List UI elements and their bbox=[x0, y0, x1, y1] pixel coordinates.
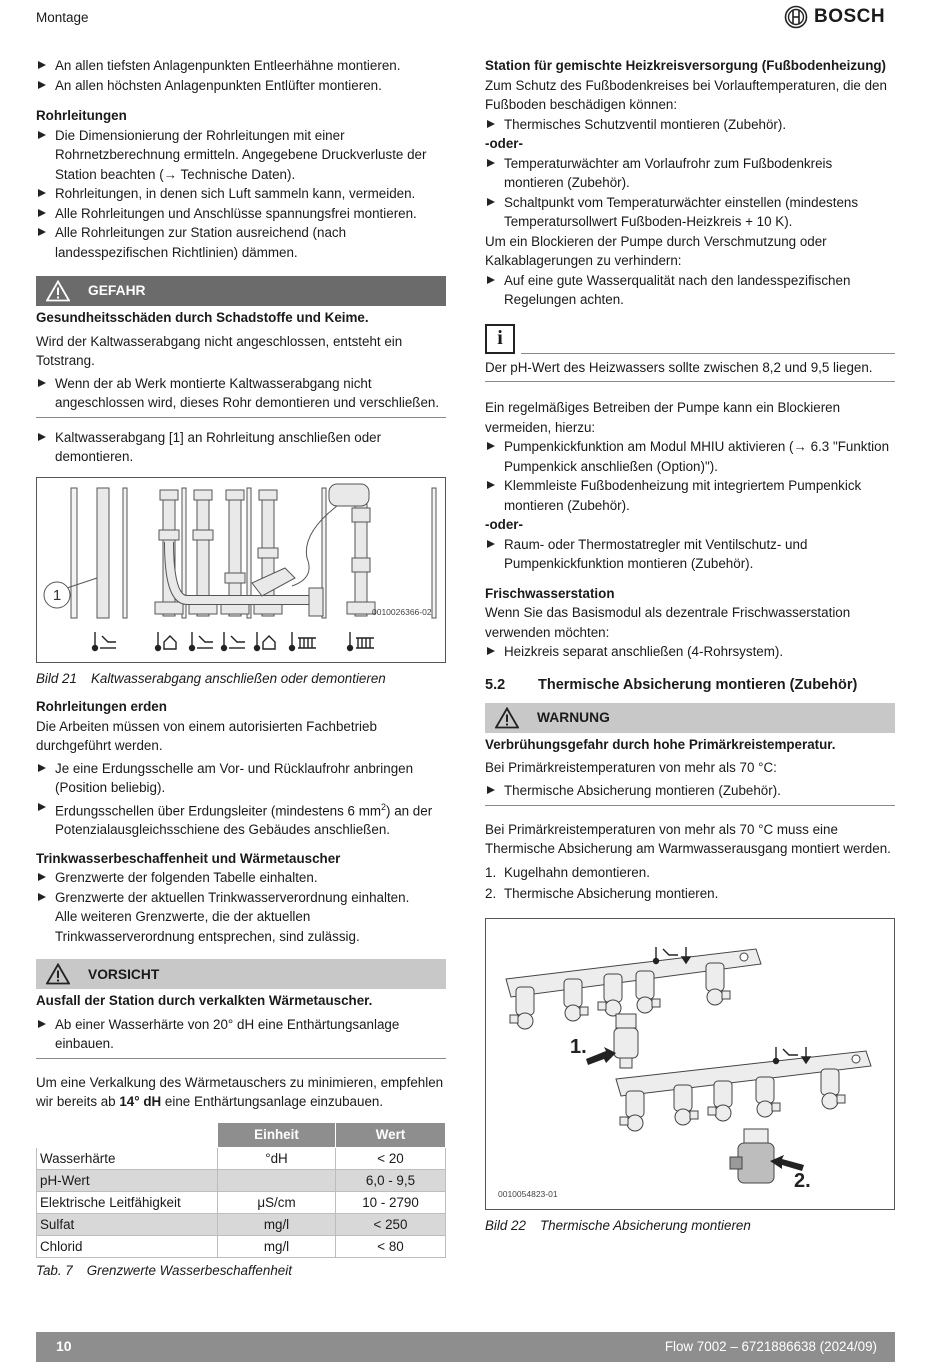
divider bbox=[36, 417, 446, 418]
step-1-label: 1. bbox=[570, 1035, 587, 1058]
list-item: Ab einer Wasserhärte von 20° dH eine Enthärtungsanlage einbauen. bbox=[36, 1015, 446, 1054]
callout-1: 1 bbox=[52, 586, 62, 604]
heading-rohrleitungen: Rohrleitungen bbox=[36, 108, 127, 123]
figure-22 bbox=[485, 918, 895, 1210]
list-item: Heizkreis separat anschließen (4-Rohrsystem). bbox=[485, 642, 895, 662]
danger-text: Wird der Kaltwasserabgang nicht angeschlossen, entsteht ein Totstrang. bbox=[36, 333, 403, 368]
brand-name: BOSCH bbox=[814, 6, 886, 28]
flow-arrow-icon bbox=[222, 632, 246, 651]
caption-text: Kaltwasserabgang anschließen oder demontieren bbox=[90, 670, 386, 686]
water-quality-table bbox=[36, 1122, 446, 1258]
list-item: Grenzwerte der folgenden Tabelle einhalten. bbox=[36, 868, 446, 888]
list-item: An allen höchsten Anlagenpunkten Entlüfter montieren. bbox=[36, 76, 446, 96]
list-item: Erdungsschellen über Erdungsleiter (mindestens 6 $mm^2$) an der Potenzialausgleichsschiene des Gebäudes anschließen. bbox=[36, 798, 446, 840]
manifold-diagram bbox=[37, 478, 445, 662]
list-item: Thermisches Schutzventil montieren (Zubehör). bbox=[485, 115, 895, 135]
divider bbox=[521, 325, 895, 354]
step-item: 1. Kugelhahn demontieren. bbox=[485, 864, 650, 880]
list-item: Schaltpunkt vom Temperaturwächter einstellen (mindestens Temperatursollwert Fußboden-Heizkreis + 10 K). bbox=[485, 193, 895, 232]
radiator-icon bbox=[348, 632, 375, 651]
list-item: Die Dimensionierung der Rohrleitungen mit einer Rohrnetzberechnung ermitteln. Angegebene Druckverluste der Station beachten (→ Technische Daten). bbox=[36, 126, 446, 185]
info-text: Der pH-Wert des Heizwassers sollte zwischen 8,2 und 9,5 liegen. bbox=[485, 359, 873, 375]
list-item: Pumpenkickfunktion am Modul MHIU aktivieren (→ 6.3 "Funktion Pumpenkick anschließen (Option)"). bbox=[485, 437, 895, 476]
or-separator: -oder- bbox=[485, 517, 523, 532]
divider bbox=[485, 381, 895, 382]
table-row: Elektrische Leitfähigkeit μS/cm 10 - 2790 bbox=[37, 1191, 446, 1213]
table-row: Wasserhärte °dH < 20 bbox=[37, 1147, 446, 1169]
info-box bbox=[485, 324, 895, 354]
arrow-icon bbox=[586, 1047, 616, 1065]
port-symbols-row bbox=[93, 632, 375, 651]
heading-frischwasser: Frischwasserstation bbox=[485, 585, 615, 601]
document-id: Flow 7002 – 6721886638 (2024/09) bbox=[664, 1339, 877, 1355]
list-item: Grenzwerte der aktuellen Trinkwasserverordnung einhalten. Alle weiteren Grenzwerte, die der aktuellen Trinkwasserverordnung entsprechen, sind zulässig. bbox=[36, 888, 446, 947]
list-item: Raum- oder Thermostatregler mit Ventilschutz- und Pumpenkickfunktion montieren (Zubehör). bbox=[485, 535, 895, 574]
section-title: Thermische Absicherung montieren (Zubehör) bbox=[538, 676, 858, 693]
warning-triangle-icon bbox=[36, 963, 80, 985]
left-column bbox=[36, 56, 446, 1280]
heading-trinkwasser: Trinkwasserbeschaffenheit und Wärmetauscher bbox=[36, 850, 341, 866]
list-item: Auf eine gute Wasserqualität nach den landesspezifischen Regelungen achten. bbox=[485, 271, 895, 310]
heading-erden: Rohrleitungen erden bbox=[36, 699, 167, 714]
page-number: 10 bbox=[56, 1338, 72, 1355]
table-header bbox=[37, 1122, 218, 1147]
table-header: Wert bbox=[336, 1122, 446, 1147]
section-number: 5.2 bbox=[485, 676, 506, 693]
step-2-label: 2. bbox=[794, 1169, 811, 1192]
house-heating-icon bbox=[255, 632, 276, 651]
station-text: Zum Schutz des Fußbodenkreises bei Vorlauftemperaturen, die den Fußboden beschädigen können: bbox=[485, 77, 887, 112]
list-item: Klemmleiste Fußbodenheizung mit integriertem Pumpenkick montieren (Zubehör). bbox=[485, 476, 895, 515]
table-row: Sulfat mg/l < 250 bbox=[37, 1213, 446, 1235]
warning-triangle-icon bbox=[36, 280, 80, 302]
pumpe-text: Ein regelmäßiges Betreiben der Pumpe kann ein Blockieren vermeiden, hierzu: bbox=[485, 400, 841, 435]
right-column bbox=[485, 56, 895, 1235]
table-row: Chlorid mg/l < 80 bbox=[37, 1235, 446, 1257]
warning-title: Verbrühungsgefahr durch hohe Primärkreistemperatur. bbox=[485, 737, 836, 752]
caution-label: VORSICHT bbox=[88, 966, 160, 982]
bosch-logo bbox=[784, 5, 885, 29]
list-item: Kaltwasserabgang [1] an Rohrleitung anschließen oder demontieren. bbox=[36, 428, 446, 467]
running-header: Montage bbox=[36, 10, 89, 25]
erden-text: Die Arbeiten müssen von einem autorisierten Fachbetrieb durchgeführt werden. bbox=[36, 718, 377, 753]
warning-label: WARNUNG bbox=[537, 710, 610, 726]
thermal-protection-diagram bbox=[486, 919, 894, 1209]
kalk-text: Um eine Verkalkung des Wärmetauschers zu minimieren, empfehlen wir bereits ab 14° dH eine Enthärtungsanlage einzubauen. bbox=[36, 1074, 444, 1110]
flow-arrow-icon bbox=[190, 632, 214, 651]
figure-22-caption: Bild 22 Thermische Absicherung montieren bbox=[485, 1217, 751, 1233]
step-item: 2. Thermische Absicherung montieren. bbox=[485, 886, 719, 901]
danger-label: GEFAHR bbox=[88, 283, 146, 299]
radiator-icon bbox=[290, 632, 317, 651]
table-header: Einheit bbox=[218, 1122, 336, 1147]
or-separator: -oder- bbox=[485, 136, 523, 151]
danger-title: Gesundheitsschäden durch Schadstoffe und Keime. bbox=[36, 310, 369, 325]
figure-21 bbox=[36, 477, 446, 663]
figure-code: 0010026366-02 bbox=[372, 606, 432, 617]
caution-banner bbox=[36, 959, 446, 989]
table-caption: Tab. 7 Grenzwerte Wasserbeschaffenheit bbox=[36, 1262, 292, 1278]
arrow-icon bbox=[770, 1155, 804, 1171]
info-icon: i bbox=[485, 324, 515, 354]
frisch-text: Wenn Sie das Basismodul als dezentrale Frischwasserstation verwenden möchten: bbox=[485, 605, 851, 640]
thermo-text: Bei Primärkreistemperaturen von mehr als 70 °C muss eine Thermische Absicherung am Warmwasserausgang montiert werden. bbox=[485, 821, 891, 856]
divider bbox=[485, 805, 895, 806]
warning-text: Bei Primärkreistemperaturen von mehr als 70 °C: bbox=[485, 759, 777, 775]
caution-title: Ausfall der Station durch verkalkten Wärmetauscher. bbox=[36, 993, 373, 1009]
list-item: Rohrleitungen, in denen sich Luft sammeln kann, vermeiden. bbox=[36, 184, 446, 204]
house-heating-icon bbox=[156, 632, 177, 651]
figure-21-caption bbox=[36, 669, 446, 689]
bosch-armature-icon bbox=[784, 5, 808, 29]
page-footer bbox=[36, 1332, 895, 1362]
danger-banner bbox=[36, 276, 446, 306]
list-item: Alle Rohrleitungen zur Station ausreichend (nach landesspezifischen Richtlinien) dämmen. bbox=[36, 223, 446, 262]
figure-number: Bild 21 bbox=[36, 670, 77, 686]
table-row: pH-Wert 6,0 - 9,5 bbox=[37, 1169, 446, 1191]
flow-arrow-icon bbox=[93, 632, 117, 651]
list-item: Je eine Erdungsschelle am Vor- und Rücklaufrohr anbringen (Position beliebig). bbox=[36, 759, 446, 798]
heading-station: Station für gemischte Heizkreisversorgung (Fußbodenheizung) bbox=[485, 58, 887, 73]
list-item: Wenn der ab Werk montierte Kaltwasserabgang nicht angeschlossen wird, dieses Rohr demontieren und verschließen. bbox=[36, 374, 446, 413]
warning-banner bbox=[485, 703, 895, 733]
section-heading bbox=[485, 676, 895, 696]
warning-triangle-icon bbox=[485, 707, 529, 729]
list-item: Temperaturwächter am Vorlaufrohr zum Fußbodenkreis montieren (Zubehör). bbox=[485, 154, 895, 193]
figure-code: 0010054823-01 bbox=[498, 1188, 558, 1199]
list-item: Thermische Absicherung montieren (Zubehör). bbox=[485, 781, 895, 801]
list-item: Alle Rohrleitungen und Anschlüsse spannungsfrei montieren. bbox=[36, 204, 446, 224]
divider bbox=[36, 1058, 446, 1059]
station-text-2: Um ein Blockieren der Pumpe durch Verschmutzung oder Kalkablagerungen zu verhindern: bbox=[485, 233, 827, 268]
list-item: An allen tiefsten Anlagenpunkten Entleerhähne montieren. bbox=[36, 56, 446, 76]
